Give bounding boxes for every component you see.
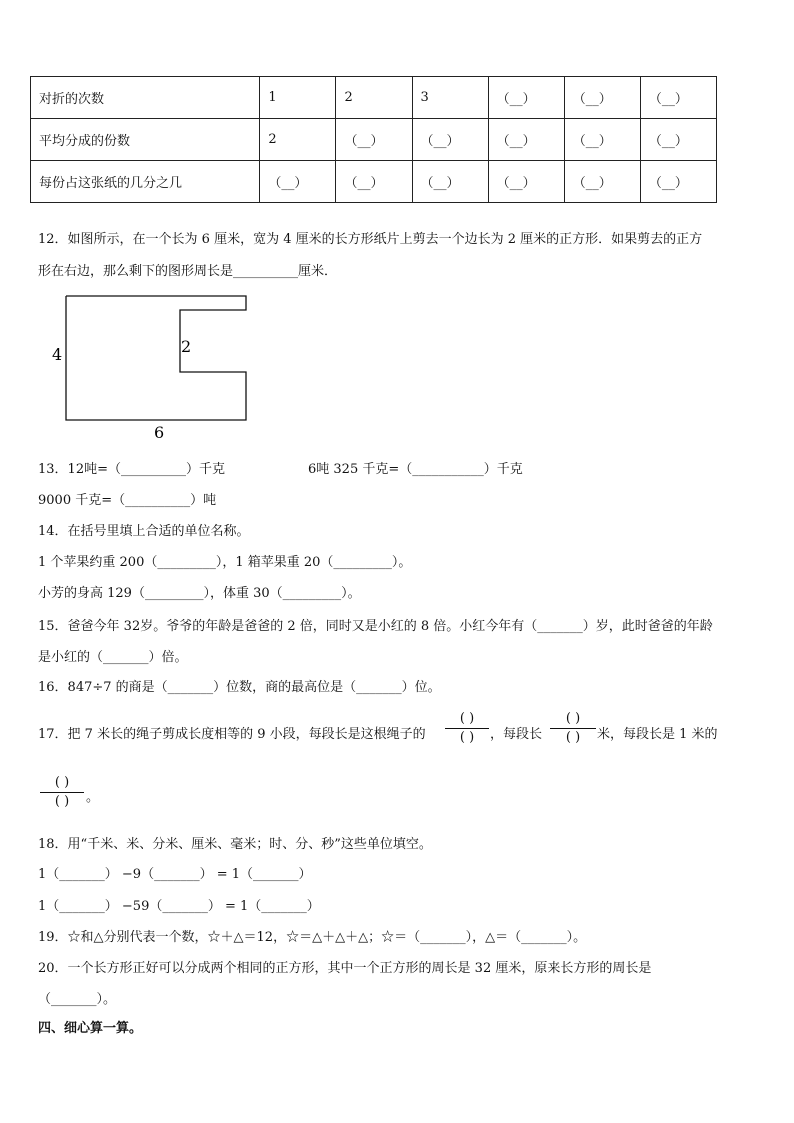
table-cell: （__） bbox=[640, 161, 716, 203]
q15-line2: 是小红的（_______）倍。 bbox=[38, 650, 188, 665]
table-row bbox=[31, 77, 717, 119]
table-cell: （__） bbox=[488, 161, 564, 203]
q18-title: 18．用“千米、米、分米、厘米、毫米；时、分、秒”这些单位填空。 bbox=[38, 837, 432, 852]
row-label: 每份占这张纸的几分之几 bbox=[31, 161, 260, 203]
fraction-bar bbox=[445, 728, 489, 729]
table-cell: 1 bbox=[260, 77, 336, 119]
q12-figure bbox=[40, 290, 270, 445]
q17-text-a: 17．把 7 米长的绳子剪成长度相等的 9 小段，每段长是这根绳子的 bbox=[38, 727, 426, 742]
fraction-numerator: ( ) bbox=[54, 775, 70, 790]
table-cell: （__） bbox=[640, 77, 716, 119]
q18-line1: 1（_______） −9（_______） = 1（_______） bbox=[38, 867, 312, 882]
q12-line1: 12．如图所示，在一个长为 6 厘米，宽为 4 厘米的长方形纸片上剪去一个边长为 2 厘米的正方形．如果剪去的正方 bbox=[38, 232, 703, 247]
q13-part1: 13．12吨=（__________）千克 bbox=[38, 462, 225, 477]
table-cell: （__） bbox=[564, 119, 640, 161]
table-cell: （__） bbox=[564, 77, 640, 119]
fraction-bar bbox=[40, 792, 84, 793]
fraction-numerator: ( ) bbox=[459, 711, 475, 726]
table-cell: （__） bbox=[412, 161, 488, 203]
q12-line2: 形在右边，那么剩下的图形周长是__________厘米． bbox=[38, 264, 338, 279]
table-cell: （__） bbox=[488, 77, 564, 119]
table-cell: （__） bbox=[336, 119, 412, 161]
q14-title: 14．在括号里填上合适的单位名称。 bbox=[38, 524, 250, 539]
fraction-denominator: ( ) bbox=[565, 730, 581, 745]
folding-table bbox=[30, 76, 717, 203]
q20-line1: 20．一个长方形正好可以分成两个相同的正方形，其中一个正方形的周长是 32 厘米，原来长方形的周长是 bbox=[38, 961, 652, 976]
table-cell: （__） bbox=[564, 161, 640, 203]
q17-text-end: 。 bbox=[86, 790, 100, 805]
table-cell: （__） bbox=[640, 119, 716, 161]
q14-line2: 小芳的身高 129（_________），体重 30（_________）。 bbox=[38, 586, 361, 601]
table-cell: 2 bbox=[336, 77, 412, 119]
fraction-bar bbox=[550, 728, 596, 729]
section-4-title: 四、细心算一算。 bbox=[38, 1021, 143, 1036]
table-row bbox=[31, 119, 717, 161]
fraction-denominator: ( ) bbox=[459, 730, 475, 745]
label-notch: 2 bbox=[181, 337, 192, 356]
fraction-denominator: ( ) bbox=[54, 794, 70, 809]
table-cell: （__） bbox=[260, 161, 336, 203]
table-row bbox=[31, 161, 717, 203]
fraction-numerator: ( ) bbox=[565, 711, 581, 726]
q15-line1: 15．爸爸今年 32岁。爷爷的年龄是爸爸的 2 倍，同时又是小红的 8 倍。小红今年有（_______）岁，此时爸爸的年龄 bbox=[38, 619, 713, 634]
table-cell: 3 bbox=[412, 77, 488, 119]
q20-line2: （_______）。 bbox=[38, 992, 117, 1007]
q13-part2: 6吨 325 千克=（___________）千克 bbox=[308, 462, 523, 477]
q17-fraction-1 bbox=[445, 711, 489, 746]
q16-text: 16．847÷7 的商是（_______）位数，商的最高位是（_______）位。 bbox=[38, 680, 441, 695]
row-label: 对折的次数 bbox=[31, 77, 260, 119]
label-width: 4 bbox=[52, 345, 63, 364]
table-cell: （__） bbox=[336, 161, 412, 203]
q13-part3: 9000 千克=（__________）吨 bbox=[38, 493, 217, 508]
q17-fraction-3 bbox=[40, 775, 84, 810]
table-cell: （__） bbox=[412, 119, 488, 161]
q17-fraction-2 bbox=[550, 711, 596, 746]
notched-rectangle-shape bbox=[66, 296, 246, 420]
label-length: 6 bbox=[154, 423, 165, 442]
q18-line2: 1（_______） −59（_______） = 1（_______） bbox=[38, 899, 320, 914]
q14-line1: 1 个苹果约重 200（_________），1 箱苹果重 20（_________）。 bbox=[38, 555, 412, 570]
table-cell: 2 bbox=[260, 119, 336, 161]
q19-text: 19．☆和△分别代表一个数，☆＋△＝12，☆＝△＋△＋△；☆＝（_______），△＝（_______）。 bbox=[38, 930, 587, 945]
q17-text-c: 米，每段长是 1 米的 bbox=[597, 727, 718, 742]
table-cell: （__） bbox=[488, 119, 564, 161]
q17-text-b: ，每段长 bbox=[490, 727, 543, 742]
row-label: 平均分成的份数 bbox=[31, 119, 260, 161]
